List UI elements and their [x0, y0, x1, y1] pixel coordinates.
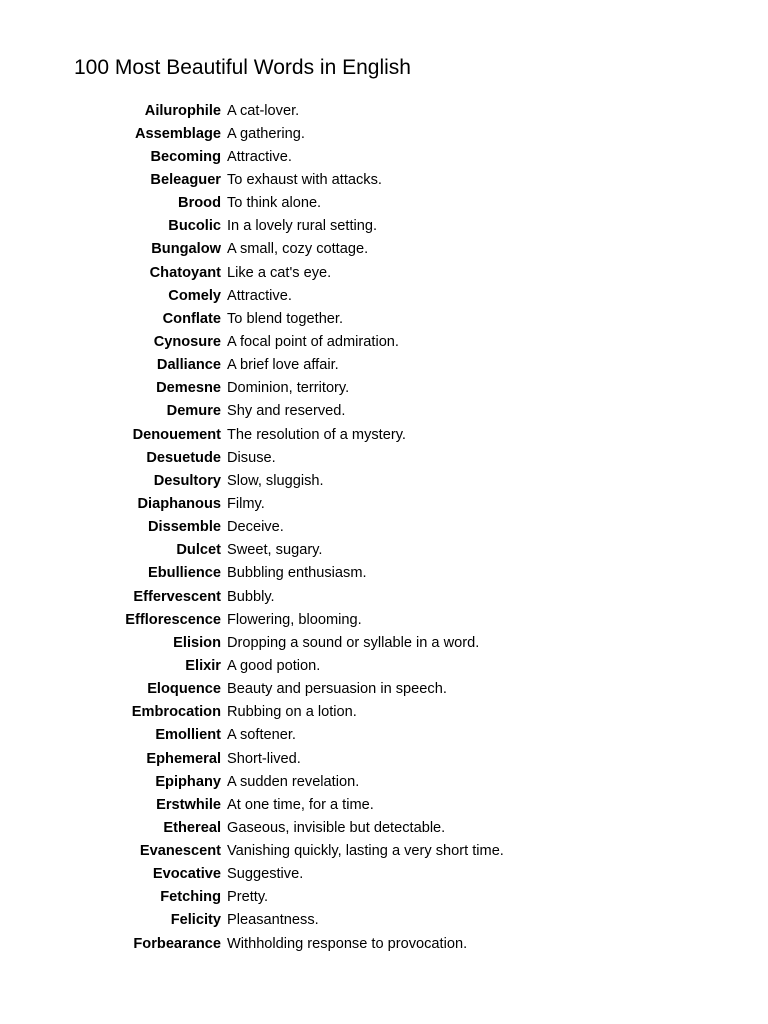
entry-definition: Dominion, territory. — [227, 380, 350, 397]
list-item — [0, 608, 768, 631]
entry-definition: To think alone. — [227, 195, 322, 212]
entry-definition: Pleasantness. — [227, 912, 319, 929]
entry-word: Efflorescence — [125, 611, 221, 628]
entry-definition: Dropping a sound or syllable in a word. — [227, 634, 480, 651]
entry-definition: Bubbling enthusiasm. — [227, 565, 367, 582]
entry-word: Dissemble — [147, 519, 221, 536]
entry-definition: Pretty. — [227, 889, 269, 906]
list-item — [0, 654, 768, 677]
entry-definition: Sweet, sugary. — [227, 542, 323, 559]
entry-word: Epiphany — [155, 773, 221, 790]
list-item — [0, 145, 768, 168]
entry-word: Evanescent — [139, 843, 221, 860]
list-item — [0, 516, 768, 539]
entry-definition: Attractive. — [227, 287, 292, 304]
entry-definition: A gathering. — [227, 125, 305, 142]
entry-word: Elixir — [185, 657, 221, 674]
list-item — [0, 724, 768, 747]
list-item — [0, 863, 768, 886]
entry-definition: The resolution of a mystery. — [227, 426, 406, 443]
entry-word: Demesne — [156, 380, 221, 397]
entry-definition: A brief love affair. — [227, 357, 339, 374]
list-item — [0, 307, 768, 330]
entry-word: Comely — [168, 287, 221, 304]
entry-word: Effervescent — [133, 588, 221, 605]
list-item — [0, 400, 768, 423]
list-item — [0, 539, 768, 562]
entry-word: Becoming — [150, 148, 221, 165]
list-item — [0, 492, 768, 515]
entry-word: Ailurophile — [144, 102, 221, 119]
list-item — [0, 261, 768, 284]
list-item — [0, 238, 768, 261]
entry-definition: To blend together. — [227, 310, 344, 327]
entry-word: Demure — [166, 403, 221, 420]
entry-word: Embrocation — [131, 704, 221, 721]
entry-definition: Attractive. — [227, 148, 292, 165]
entry-definition: A cat-lover. — [227, 102, 300, 119]
entry-definition: A sudden revelation. — [227, 773, 360, 790]
entry-definition: Deceive. — [227, 519, 284, 536]
entry-word: Denouement — [132, 426, 221, 443]
entry-word: Desuetude — [146, 449, 221, 466]
entry-word: Cynosure — [153, 333, 221, 350]
entry-definition: Short-lived. — [227, 750, 301, 767]
entry-definition: At one time, for a time. — [227, 796, 374, 813]
list-item — [0, 168, 768, 191]
entry-word: Bungalow — [151, 241, 221, 258]
list-item — [0, 377, 768, 400]
entry-definition: Flowering, blooming. — [227, 611, 362, 628]
entry-definition: A good potion. — [227, 657, 321, 674]
list-item — [0, 354, 768, 377]
list-item — [0, 585, 768, 608]
list-item — [0, 284, 768, 307]
entry-definition: Shy and reserved. — [227, 403, 346, 420]
entry-word: Felicity — [170, 912, 221, 929]
entry-definition: Vanishing quickly, lasting a very short time. — [227, 843, 504, 860]
entry-definition: A small, cozy cottage. — [227, 241, 369, 258]
list-item — [0, 932, 768, 955]
list-item — [0, 446, 768, 469]
entry-word: Beleaguer — [150, 171, 221, 188]
entry-definition: Bubbly. — [227, 588, 275, 605]
list-item — [0, 678, 768, 701]
entry-word: Erstwhile — [156, 796, 221, 813]
entry-definition: Disuse. — [227, 449, 276, 466]
entry-word: Brood — [178, 195, 221, 212]
list-item — [0, 469, 768, 492]
entry-word: Diaphanous — [137, 495, 221, 512]
entry-word: Dulcet — [176, 542, 221, 559]
list-item — [0, 909, 768, 932]
entry-definition: Like a cat's eye. — [227, 264, 332, 281]
entry-word: Assemblage — [135, 125, 221, 142]
entry-word: Eloquence — [147, 681, 221, 698]
entry-word: Elision — [173, 634, 221, 651]
list-item — [0, 816, 768, 839]
page-title: 100 Most Beautiful Words in English — [74, 56, 411, 79]
list-item — [0, 192, 768, 215]
entry-definition: Filmy. — [227, 495, 265, 512]
entry-definition: Gaseous, invisible but detectable. — [227, 819, 446, 836]
list-item — [0, 770, 768, 793]
list-item — [0, 99, 768, 122]
list-item — [0, 562, 768, 585]
entry-word: Dalliance — [156, 357, 221, 374]
entry-word: Ephemeral — [146, 750, 221, 767]
list-item — [0, 886, 768, 909]
entry-word: Chatoyant — [149, 264, 221, 281]
list-item — [0, 631, 768, 654]
entry-word: Desultory — [153, 472, 221, 489]
list-item — [0, 423, 768, 446]
entry-definition: Suggestive. — [227, 866, 304, 883]
entry-definition: In a lovely rural setting. — [227, 218, 378, 235]
entry-definition: To exhaust with attacks. — [227, 171, 382, 188]
list-item — [0, 793, 768, 816]
entry-definition: Slow, sluggish. — [227, 472, 324, 489]
list-item — [0, 701, 768, 724]
entry-definition: Rubbing on a lotion. — [227, 704, 357, 721]
list-item — [0, 122, 768, 145]
entry-definition: A softener. — [227, 727, 296, 744]
entry-word: Emollient — [155, 727, 221, 744]
entry-word: Evocative — [152, 866, 221, 883]
entry-word: Ethereal — [163, 819, 221, 836]
entry-definition: A focal point of admiration. — [227, 333, 399, 350]
list-item — [0, 330, 768, 353]
word-list — [0, 99, 768, 955]
entry-word: Ebullience — [148, 565, 221, 582]
entry-word: Forbearance — [133, 935, 221, 952]
entry-word: Fetching — [160, 889, 221, 906]
entry-definition: Withholding response to provocation. — [227, 935, 468, 952]
list-item — [0, 747, 768, 770]
list-item — [0, 840, 768, 863]
list-item — [0, 215, 768, 238]
entry-word: Conflate — [162, 310, 221, 327]
entry-word: Bucolic — [168, 218, 221, 235]
entry-definition: Beauty and persuasion in speech. — [227, 681, 447, 698]
